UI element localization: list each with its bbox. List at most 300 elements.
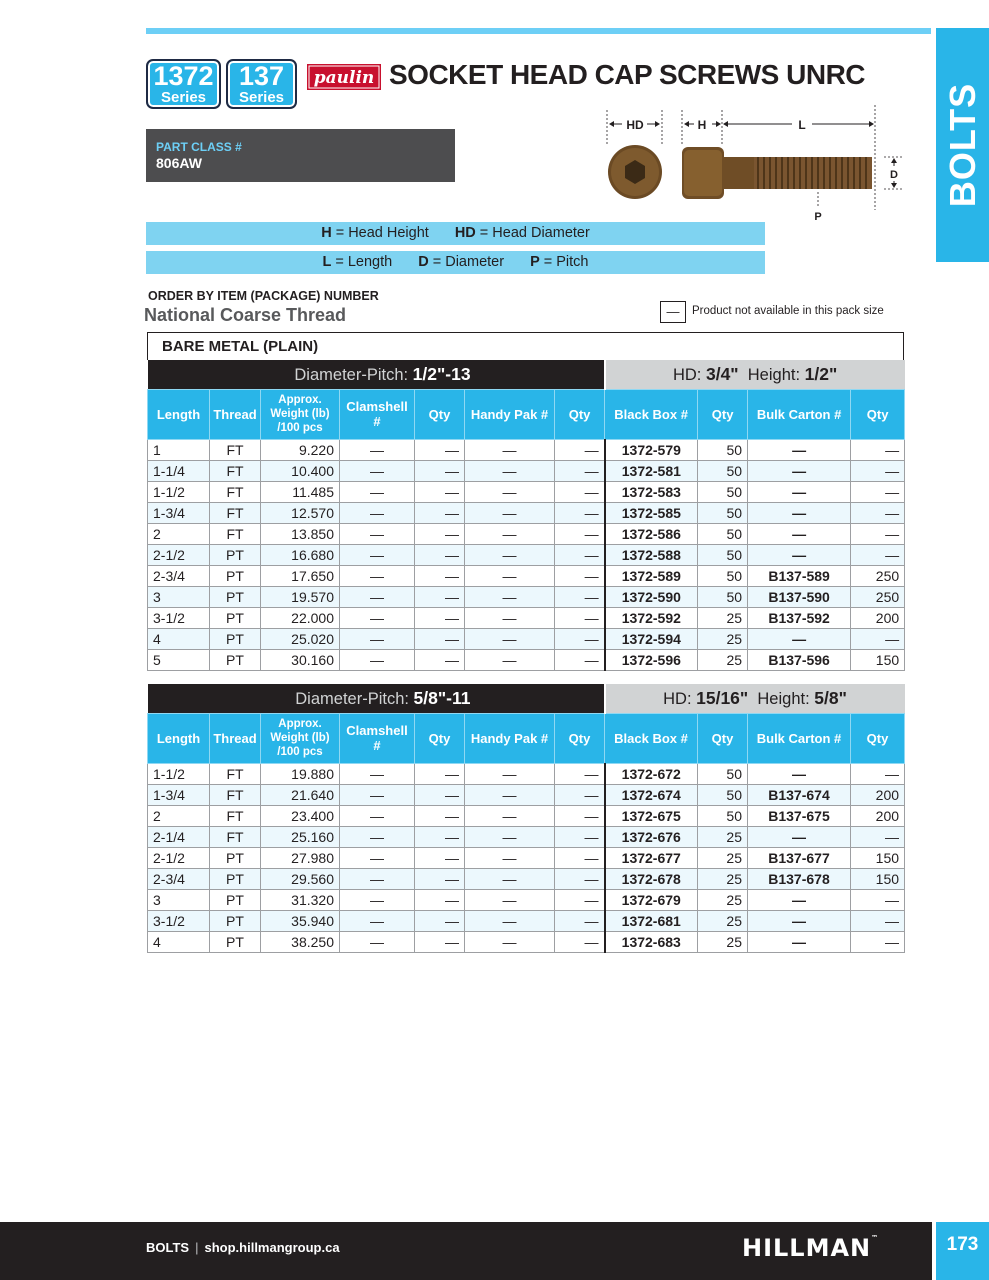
cell-weight: 25.160 xyxy=(261,826,340,847)
cell-qty: 25 xyxy=(698,868,748,889)
cell-weight: 38.250 xyxy=(261,931,340,952)
legend-abbr: P xyxy=(530,254,540,270)
part-class-label: PART CLASS # xyxy=(156,140,242,154)
cell-black-box: 1372-579 xyxy=(605,439,698,460)
spec-table-1 xyxy=(147,360,905,671)
column-header-weight: Approx. Weight (lb) /100 pcs xyxy=(261,389,340,439)
brand-name: paulin xyxy=(313,68,375,88)
cell-thread: FT xyxy=(210,439,261,460)
cell-clamshell: — xyxy=(340,460,415,481)
hd-value: 3/4" xyxy=(705,363,739,384)
legend-abbr: D xyxy=(418,254,429,270)
cell-bulk-carton: — xyxy=(748,481,851,502)
column-header-thread: Thread xyxy=(210,389,261,439)
cell-weight: 13.850 xyxy=(261,523,340,544)
cell-bulk-carton: — xyxy=(748,910,851,931)
cell-bulk-carton: B137-592 xyxy=(748,607,851,628)
cell-thread: PT xyxy=(210,628,261,649)
column-header-clamshell: Clamshell # xyxy=(340,713,415,763)
section-heading: BARE METAL (PLAIN) xyxy=(162,338,319,355)
cell-thread: FT xyxy=(210,826,261,847)
cell-handy-pak: — xyxy=(465,763,555,784)
cell-qty: — xyxy=(415,931,465,952)
cell-qty: — xyxy=(555,649,605,670)
cell-handy-pak: — xyxy=(465,910,555,931)
cell-handy-pak: — xyxy=(465,481,555,502)
cell-qty: — xyxy=(851,460,905,481)
cell-weight: 23.400 xyxy=(261,805,340,826)
cell-bulk-carton: — xyxy=(748,931,851,952)
cell-qty: — xyxy=(415,544,465,565)
cell-qty: — xyxy=(555,502,605,523)
cell-qty: 25 xyxy=(698,931,748,952)
cell-clamshell: — xyxy=(340,889,415,910)
table-row xyxy=(148,439,905,460)
column-header-length: Length xyxy=(148,713,210,763)
column-header-row xyxy=(148,389,905,439)
cell-qty: — xyxy=(555,628,605,649)
cell-clamshell: — xyxy=(340,502,415,523)
cell-length: 5 xyxy=(148,649,210,670)
cell-thread: PT xyxy=(210,586,261,607)
column-header-thread: Thread xyxy=(210,713,261,763)
cell-qty: — xyxy=(851,481,905,502)
cell-black-box: 1372-681 xyxy=(605,910,698,931)
thread-type-heading: National Coarse Thread xyxy=(144,305,347,325)
legend-abbr: HD xyxy=(454,225,476,241)
hillman-logo: HILLMAN™ xyxy=(742,1234,880,1262)
cell-weight: 35.940 xyxy=(261,910,340,931)
table-row xyxy=(148,628,905,649)
cell-bulk-carton: — xyxy=(748,826,851,847)
cell-length: 2-1/2 xyxy=(148,847,210,868)
cell-qty: 50 xyxy=(698,439,748,460)
cell-qty: — xyxy=(555,784,605,805)
table-row xyxy=(148,868,905,889)
cell-qty: — xyxy=(415,847,465,868)
cell-black-box: 1372-596 xyxy=(605,649,698,670)
cell-qty: — xyxy=(555,910,605,931)
cell-length: 3-1/2 xyxy=(148,910,210,931)
page-number-box xyxy=(936,1222,989,1280)
height-label: Height: xyxy=(738,365,805,384)
cell-qty: — xyxy=(555,565,605,586)
cell-qty: — xyxy=(415,763,465,784)
cell-handy-pak: — xyxy=(465,607,555,628)
cell-qty: — xyxy=(555,439,605,460)
cell-clamshell: — xyxy=(340,439,415,460)
cell-handy-pak: — xyxy=(465,502,555,523)
cell-bulk-carton: B137-596 xyxy=(748,649,851,670)
table-row xyxy=(148,826,905,847)
order-by-heading: ORDER BY ITEM (PACKAGE) NUMBER xyxy=(148,289,379,303)
cell-weight: 22.000 xyxy=(261,607,340,628)
cell-qty: 25 xyxy=(698,628,748,649)
table-row xyxy=(148,784,905,805)
cell-thread: FT xyxy=(210,460,261,481)
cell-handy-pak: — xyxy=(465,826,555,847)
cell-thread: PT xyxy=(210,868,261,889)
cell-qty: — xyxy=(555,826,605,847)
cell-black-box: 1372-677 xyxy=(605,847,698,868)
cell-clamshell: — xyxy=(340,628,415,649)
cell-handy-pak: — xyxy=(465,523,555,544)
cell-black-box: 1372-590 xyxy=(605,586,698,607)
cell-black-box: 1372-679 xyxy=(605,889,698,910)
table-row xyxy=(148,607,905,628)
cell-qty: 200 xyxy=(851,607,905,628)
cell-length: 3-1/2 xyxy=(148,607,210,628)
cell-qty: 50 xyxy=(698,544,748,565)
h-label: H xyxy=(697,118,707,132)
legend-line-2 xyxy=(146,251,765,274)
cell-qty: — xyxy=(555,607,605,628)
cell-clamshell: — xyxy=(340,826,415,847)
cell-thread: PT xyxy=(210,649,261,670)
cell-weight: 25.020 xyxy=(261,628,340,649)
cell-black-box: 1372-585 xyxy=(605,502,698,523)
column-header-length: Length xyxy=(148,389,210,439)
column-header-qty: Qty xyxy=(555,713,605,763)
cell-black-box: 1372-674 xyxy=(605,784,698,805)
cell-weight: 31.320 xyxy=(261,889,340,910)
cell-qty: — xyxy=(415,826,465,847)
column-header-weight: Approx. Weight (lb) /100 pcs xyxy=(261,713,340,763)
diameter-pitch-label: Diameter-Pitch: xyxy=(295,689,414,708)
cell-clamshell: — xyxy=(340,805,415,826)
cell-black-box: 1372-589 xyxy=(605,565,698,586)
legend-abbr: L xyxy=(322,254,332,270)
legend-text: = Pitch xyxy=(539,254,589,270)
diameter-pitch-value: 5/8"-11 xyxy=(413,687,471,708)
l-label: L xyxy=(798,118,806,132)
footer-separator: | xyxy=(195,1240,199,1255)
page-number: 173 xyxy=(946,1234,979,1255)
cell-qty: — xyxy=(415,649,465,670)
cell-bulk-carton: — xyxy=(748,544,851,565)
footer-text xyxy=(146,1240,340,1255)
column-header-black-box: Black Box # xyxy=(605,713,698,763)
cell-bulk-carton: — xyxy=(748,889,851,910)
height-label: Height: xyxy=(748,689,815,708)
bolt-diagram xyxy=(602,100,912,226)
cell-bulk-carton: — xyxy=(748,439,851,460)
cell-qty: — xyxy=(415,502,465,523)
cell-bulk-carton: — xyxy=(748,628,851,649)
cell-black-box: 1372-672 xyxy=(605,763,698,784)
part-class-value: 806AW xyxy=(156,155,202,171)
cell-qty: — xyxy=(415,868,465,889)
hd-label: HD: xyxy=(663,689,697,708)
cell-bulk-carton: B137-678 xyxy=(748,868,851,889)
cell-qty: — xyxy=(555,805,605,826)
section-tab-label: BOLTS xyxy=(941,82,983,208)
cell-qty: — xyxy=(851,889,905,910)
cell-qty: — xyxy=(851,910,905,931)
cell-clamshell: — xyxy=(340,847,415,868)
series-label: Series xyxy=(238,89,285,106)
legend-line-1 xyxy=(146,222,765,245)
cell-handy-pak: — xyxy=(465,649,555,670)
cell-qty: 50 xyxy=(698,805,748,826)
cell-thread: FT xyxy=(210,481,261,502)
part-class-box xyxy=(146,129,455,182)
cell-qty: — xyxy=(555,544,605,565)
cell-thread: PT xyxy=(210,544,261,565)
cell-qty: — xyxy=(851,931,905,952)
cell-qty: 25 xyxy=(698,826,748,847)
cell-clamshell: — xyxy=(340,910,415,931)
column-header-clamshell: Clamshell # xyxy=(340,389,415,439)
cell-bulk-carton: — xyxy=(748,523,851,544)
table-row xyxy=(148,460,905,481)
cell-clamshell: — xyxy=(340,763,415,784)
cell-handy-pak: — xyxy=(465,868,555,889)
cell-qty: — xyxy=(555,481,605,502)
cell-weight: 19.570 xyxy=(261,586,340,607)
paulin-logo xyxy=(307,64,381,90)
table-row xyxy=(148,565,905,586)
column-header-qty: Qty xyxy=(851,389,905,439)
cell-qty: 150 xyxy=(851,847,905,868)
footer-section: BOLTS xyxy=(146,1240,190,1255)
cell-clamshell: — xyxy=(340,565,415,586)
cell-length: 1-3/4 xyxy=(148,784,210,805)
hd-label: HD xyxy=(626,118,644,132)
cell-length: 2-3/4 xyxy=(148,868,210,889)
cell-thread: PT xyxy=(210,847,261,868)
cell-qty: 50 xyxy=(698,763,748,784)
table-row xyxy=(148,649,905,670)
legend-abbr: H xyxy=(321,225,332,241)
top-rule xyxy=(146,28,931,34)
d-label: D xyxy=(890,169,898,181)
cell-qty: 25 xyxy=(698,889,748,910)
cell-bulk-carton: B137-675 xyxy=(748,805,851,826)
cell-bulk-carton: — xyxy=(748,502,851,523)
cell-weight: 11.485 xyxy=(261,481,340,502)
cell-qty: — xyxy=(415,628,465,649)
cell-black-box: 1372-675 xyxy=(605,805,698,826)
cell-bulk-carton: B137-589 xyxy=(748,565,851,586)
cell-bulk-carton: — xyxy=(748,460,851,481)
cell-clamshell: — xyxy=(340,523,415,544)
cell-qty: — xyxy=(415,439,465,460)
cell-weight: 16.680 xyxy=(261,544,340,565)
cell-handy-pak: — xyxy=(465,544,555,565)
cell-qty: — xyxy=(851,628,905,649)
cell-clamshell: — xyxy=(340,481,415,502)
cell-handy-pak: — xyxy=(465,586,555,607)
not-available-text: Product not available in this pack size xyxy=(692,305,884,317)
cell-qty: 150 xyxy=(851,649,905,670)
cell-black-box: 1372-588 xyxy=(605,544,698,565)
cell-qty: — xyxy=(555,763,605,784)
cell-qty: — xyxy=(851,544,905,565)
cell-clamshell: — xyxy=(340,931,415,952)
cell-length: 3 xyxy=(148,889,210,910)
cell-qty: 25 xyxy=(698,649,748,670)
cell-length: 4 xyxy=(148,931,210,952)
cell-qty: — xyxy=(415,481,465,502)
cell-qty: 200 xyxy=(851,805,905,826)
cell-weight: 17.650 xyxy=(261,565,340,586)
hd-value: 15/16" xyxy=(696,687,749,708)
cell-handy-pak: — xyxy=(465,565,555,586)
cell-bulk-carton: B137-674 xyxy=(748,784,851,805)
legend-text: = Head Diameter xyxy=(475,225,590,241)
cell-weight: 19.880 xyxy=(261,763,340,784)
cell-thread: PT xyxy=(210,931,261,952)
cell-qty: — xyxy=(851,439,905,460)
cell-thread: FT xyxy=(210,763,261,784)
column-header-qty: Qty xyxy=(415,713,465,763)
hd-label: HD: xyxy=(672,365,706,384)
cell-black-box: 1372-586 xyxy=(605,523,698,544)
cell-qty: — xyxy=(415,784,465,805)
column-header-qty: Qty xyxy=(851,713,905,763)
table-row xyxy=(148,847,905,868)
cell-qty: 25 xyxy=(698,607,748,628)
legend-text: = Diameter xyxy=(428,254,505,270)
cell-weight: 12.570 xyxy=(261,502,340,523)
cell-thread: PT xyxy=(210,565,261,586)
table-row xyxy=(148,889,905,910)
cell-weight: 9.220 xyxy=(261,439,340,460)
cell-bulk-carton: B137-590 xyxy=(748,586,851,607)
cell-handy-pak: — xyxy=(465,889,555,910)
column-header-qty: Qty xyxy=(555,389,605,439)
diameter-pitch-row xyxy=(148,360,905,389)
cell-qty: 250 xyxy=(851,586,905,607)
cell-clamshell: — xyxy=(340,586,415,607)
cell-handy-pak: — xyxy=(465,439,555,460)
cell-black-box: 1372-592 xyxy=(605,607,698,628)
cell-qty: — xyxy=(555,460,605,481)
section-tab xyxy=(936,28,989,262)
column-header-handy-pak: Handy Pak # xyxy=(465,389,555,439)
series-label: Series xyxy=(160,89,207,106)
cell-thread: PT xyxy=(210,607,261,628)
cell-length: 1-1/2 xyxy=(148,763,210,784)
table-row xyxy=(148,805,905,826)
cell-thread: PT xyxy=(210,889,261,910)
series-number: 137 xyxy=(238,61,285,91)
cell-length: 1 xyxy=(148,439,210,460)
cell-qty: 50 xyxy=(698,565,748,586)
spec-table-2 xyxy=(147,684,905,953)
legend-text: = Length xyxy=(331,254,393,270)
cell-weight: 27.980 xyxy=(261,847,340,868)
cell-qty: — xyxy=(555,868,605,889)
cell-qty: — xyxy=(555,889,605,910)
diameter-pitch-value: 1/2"-13 xyxy=(412,363,471,384)
series-badge-137 xyxy=(226,59,297,109)
cell-qty: — xyxy=(415,607,465,628)
p-label: P xyxy=(814,211,822,223)
cell-qty: 150 xyxy=(851,868,905,889)
cell-clamshell: — xyxy=(340,544,415,565)
cell-handy-pak: — xyxy=(465,805,555,826)
cell-qty: — xyxy=(555,847,605,868)
cell-qty: — xyxy=(415,460,465,481)
cell-weight: 30.160 xyxy=(261,649,340,670)
cell-handy-pak: — xyxy=(465,931,555,952)
table-row xyxy=(148,502,905,523)
cell-length: 1-3/4 xyxy=(148,502,210,523)
cell-handy-pak: — xyxy=(465,460,555,481)
cell-qty: — xyxy=(415,565,465,586)
series-number: 1372 xyxy=(153,61,214,91)
cell-length: 2-1/2 xyxy=(148,544,210,565)
cell-weight: 21.640 xyxy=(261,784,340,805)
hillman-logo-text: HILLMAN xyxy=(742,1234,872,1262)
column-header-black-box: Black Box # xyxy=(605,389,698,439)
cell-length: 1-1/2 xyxy=(148,481,210,502)
cell-thread: FT xyxy=(210,784,261,805)
column-header-qty: Qty xyxy=(698,713,748,763)
column-header-bulk-carton: Bulk Carton # xyxy=(748,713,851,763)
table-row xyxy=(148,523,905,544)
cell-qty: — xyxy=(415,523,465,544)
column-header-qty: Qty xyxy=(415,389,465,439)
column-header-qty: Qty xyxy=(698,389,748,439)
cell-qty: — xyxy=(415,910,465,931)
column-header-bulk-carton: Bulk Carton # xyxy=(748,389,851,439)
cell-qty: 50 xyxy=(698,784,748,805)
cell-thread: FT xyxy=(210,523,261,544)
cell-qty: 50 xyxy=(698,586,748,607)
cell-handy-pak: — xyxy=(465,784,555,805)
cell-weight: 29.560 xyxy=(261,868,340,889)
cell-thread: FT xyxy=(210,805,261,826)
column-header-handy-pak: Handy Pak # xyxy=(465,713,555,763)
cell-length: 2-3/4 xyxy=(148,565,210,586)
diameter-pitch-row xyxy=(148,684,905,713)
cell-qty: 50 xyxy=(698,502,748,523)
cell-length: 2-1/4 xyxy=(148,826,210,847)
table-row xyxy=(148,586,905,607)
section-heading-box xyxy=(147,332,904,360)
diameter-pitch-label: Diameter-Pitch: xyxy=(294,365,413,384)
series-badge-1372 xyxy=(146,59,221,109)
cell-qty: 50 xyxy=(698,460,748,481)
cell-thread: FT xyxy=(210,502,261,523)
cell-qty: — xyxy=(415,586,465,607)
table-row xyxy=(148,931,905,952)
cell-black-box: 1372-583 xyxy=(605,481,698,502)
cell-thread: PT xyxy=(210,910,261,931)
table-row xyxy=(148,910,905,931)
cell-handy-pak: — xyxy=(465,847,555,868)
cell-qty: 50 xyxy=(698,523,748,544)
cell-qty: — xyxy=(851,523,905,544)
cell-qty: — xyxy=(555,931,605,952)
cell-black-box: 1372-676 xyxy=(605,826,698,847)
cell-qty: — xyxy=(415,805,465,826)
cell-black-box: 1372-581 xyxy=(605,460,698,481)
cell-clamshell: — xyxy=(340,649,415,670)
footer-url[interactable]: shop.hillmangroup.ca xyxy=(204,1240,340,1255)
cell-length: 3 xyxy=(148,586,210,607)
height-value: 5/8" xyxy=(814,687,847,708)
cell-qty: — xyxy=(415,889,465,910)
height-value: 1/2" xyxy=(804,363,838,384)
cell-length: 2 xyxy=(148,805,210,826)
table-row xyxy=(148,763,905,784)
cell-bulk-carton: B137-677 xyxy=(748,847,851,868)
cell-qty: — xyxy=(851,763,905,784)
